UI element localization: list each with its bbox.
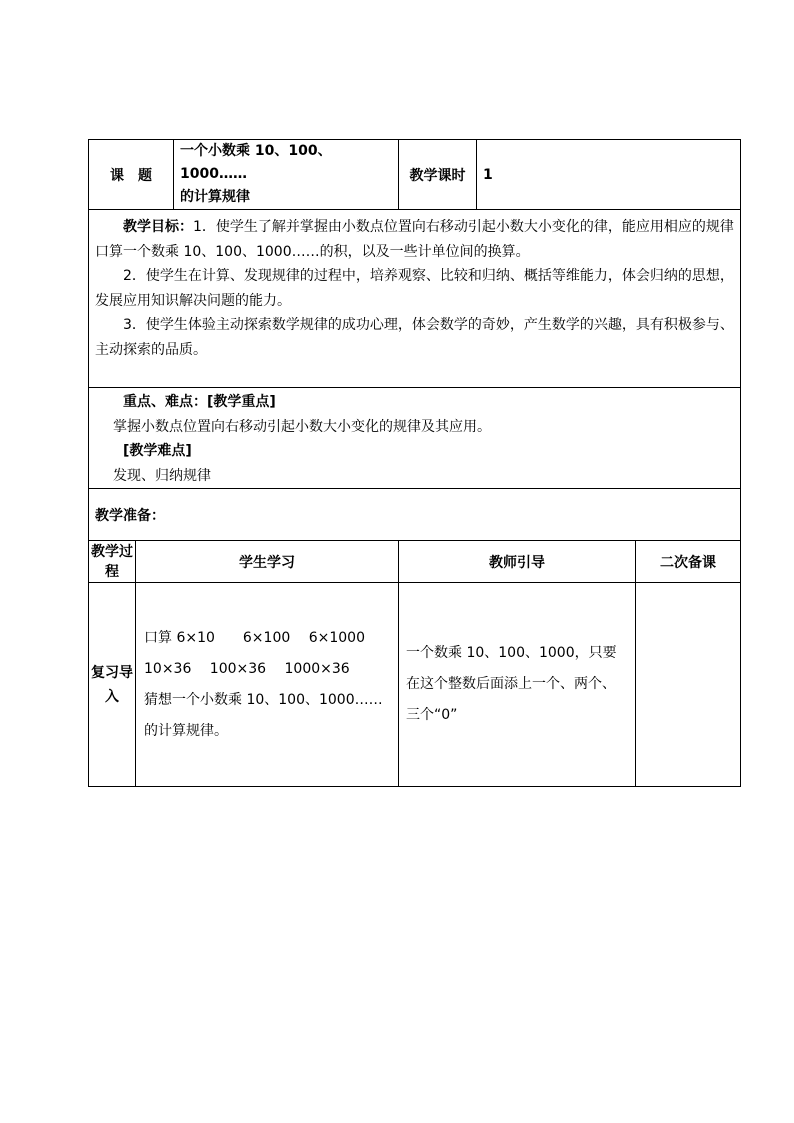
student-line: 猜想一个小数乘 10、100、1000…… <box>144 691 383 708</box>
col-secondary-header: 二次备课 <box>636 541 741 583</box>
secondary-prep-cell <box>636 583 741 787</box>
col-process-header: 教学过程 <box>89 541 136 583</box>
student-line: 10×36 100×36 1000×36 <box>144 660 350 677</box>
process-row <box>89 583 741 787</box>
topic-label: 课 题 <box>89 140 174 210</box>
objectives-row <box>89 210 741 388</box>
hours-label: 教学课时 <box>399 140 477 210</box>
teacher-guidance-cell <box>399 583 636 787</box>
objective-3: 3．使学生体验主动探索数学规律的成功心理，体会数学的奇妙，产生数学的兴趣，具有积极参与、主动探索的品质。 <box>95 317 734 358</box>
col-student-header: 学生学习 <box>136 541 399 583</box>
lesson-plan-table <box>88 139 741 787</box>
teacher-line: 三个“0” <box>406 707 458 723</box>
key-points-cell <box>89 388 741 489</box>
key-points-heading: 重点、难点：[教学重点] <box>123 394 276 410</box>
teacher-line: 一个数乘 10、100、1000，只要 <box>406 645 617 661</box>
teacher-line: 在这个整数后面添上一个、两个、 <box>406 676 616 692</box>
topic-line-2: 的计算规律 <box>180 189 250 205</box>
topic-line-1: 一个小数乘 10、100、1000…… <box>180 143 332 182</box>
difficult-label: [教学难点] <box>123 443 192 459</box>
objectives-label: 教学目标： <box>123 219 193 235</box>
key-point-text: 掌握小数点位置向右移动引起小数大小变化的规律及其应用。 <box>113 418 491 435</box>
topic-value <box>174 140 399 210</box>
objective-2: 2．使学生在计算、发现规律的过程中，培养观察、比较和归纳、概括等维能力，体会归纳的思想，发展应用知识解决问题的能力。 <box>95 268 734 309</box>
student-line: 口算 6×10 6×100 6×1000 <box>144 629 365 646</box>
process-header-row <box>89 541 741 583</box>
stage-label: 复习导入 <box>89 583 136 787</box>
difficult-text: 发现、归纳规律 <box>113 467 211 484</box>
key-points-row <box>89 388 741 489</box>
col-teacher-header: 教师引导 <box>399 541 636 583</box>
objective-1: 教学目标：1．使学生了解并掌握由小数点位置向右移动引起小数大小变化的律，能应用相应的规律口算一个数乘 10、100、1000……的积，以及一些计单位间的换算。 <box>95 219 734 260</box>
objectives-cell <box>89 210 741 388</box>
preparation-label: 教学准备： <box>89 489 741 541</box>
hours-value: 1 <box>477 140 741 210</box>
topic-row <box>89 140 741 210</box>
student-line: 的计算规律。 <box>144 722 228 739</box>
preparation-row <box>89 489 741 541</box>
student-activity-cell <box>136 583 399 787</box>
